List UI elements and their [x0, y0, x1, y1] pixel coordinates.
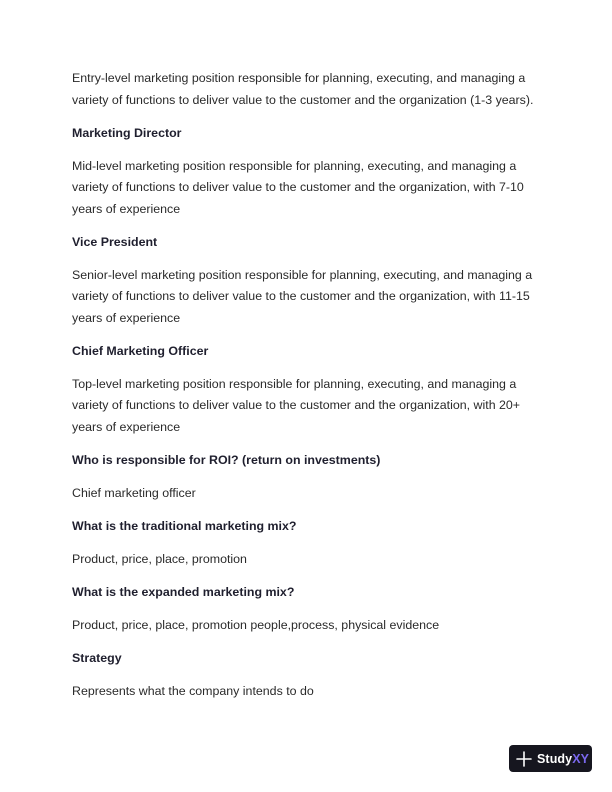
- section-body-chief-marketing-officer: Top-level marketing position responsible for planning, executing, and managing a variety of functions to deliver value to the customer and the organization, with 20+ years of experience: [72, 376, 521, 434]
- section-heading-roi: Who is responsible for ROI? (return on investments): [72, 452, 381, 467]
- section-body-vice-president: Senior-level marketing position responsible for planning, executing, and managing a variety of functions to deliver value to the customer and the organization, with 11-15 years of experience: [72, 267, 533, 325]
- badge-brand-main: Study: [537, 751, 573, 766]
- badge-brand-accent: XY: [572, 751, 590, 766]
- section-heading-chief-marketing-officer: Chief Marketing Officer: [72, 343, 209, 358]
- section-body-roi: Chief marketing officer: [72, 485, 196, 500]
- studyxy-badge[interactable]: [509, 745, 592, 772]
- document-page: [72, 68, 552, 702]
- badge-brand-text: [537, 752, 589, 766]
- section-heading-strategy: Strategy: [72, 650, 122, 665]
- section-body-marketing-director: Mid-level marketing position responsible for planning, executing, and managing a variety of functions to deliver value to the customer and the organization, with 7-10 years of experience: [72, 158, 524, 216]
- section-heading-traditional-mix: What is the traditional marketing mix?: [72, 518, 297, 533]
- plus-cross-icon: [516, 751, 532, 767]
- section-heading-expanded-mix: What is the expanded marketing mix?: [72, 584, 295, 599]
- section-heading-marketing-director: Marketing Director: [72, 125, 182, 140]
- section-body-strategy: Represents what the company intends to do: [72, 683, 314, 698]
- section-body-expanded-mix: Product, price, place, promotion people,process, physical evidence: [72, 617, 440, 632]
- intro-paragraph: Entry-level marketing position responsible for planning, executing, and managing a variety of functions to deliver value to the customer and the organization (1-3 years).: [72, 71, 534, 107]
- section-body-traditional-mix: Product, price, place, promotion: [72, 551, 247, 566]
- section-heading-vice-president: Vice President: [72, 234, 158, 249]
